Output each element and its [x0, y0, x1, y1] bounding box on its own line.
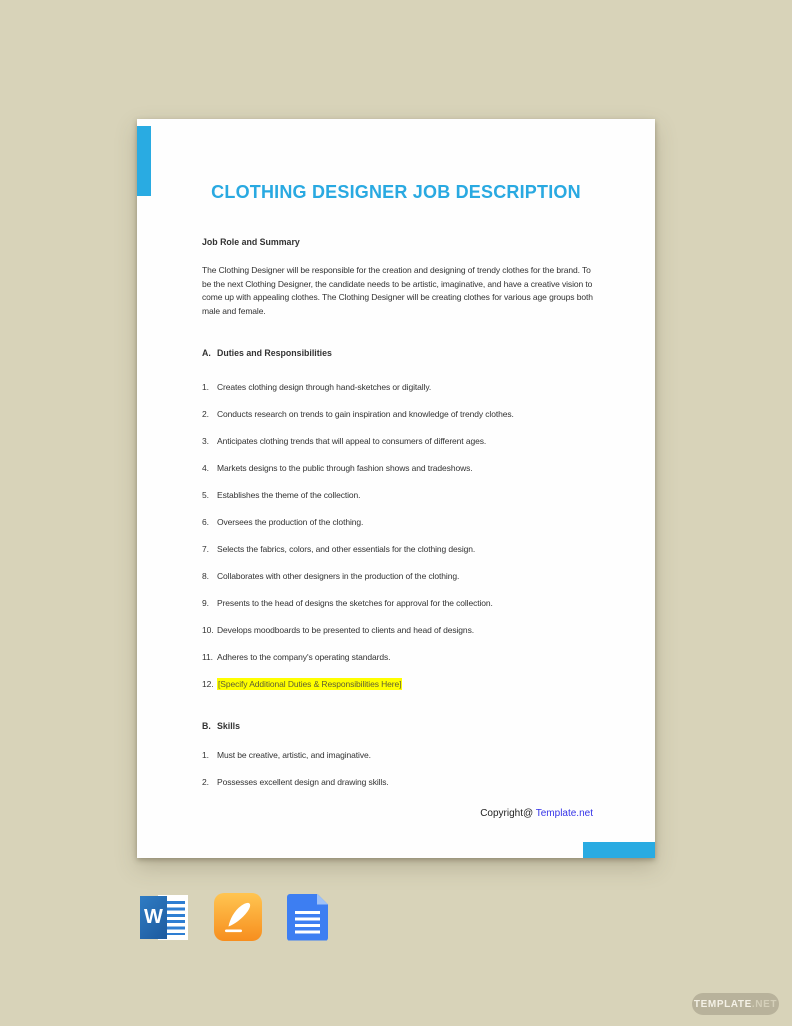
watermark-primary-text: TEMPLATE — [693, 998, 752, 1010]
summary-body: The Clothing Designer will be responsible for the creation and designing of trendy clothes for the brand. To be the next Clothing Designer, the candidate needs to be artistic, imaginative, and have a creative vision to come up with appealing clothes. The Clothing Designer will be creating clothes for various age groups both male and female. — [202, 265, 593, 316]
list-item-number: 4. — [202, 463, 209, 473]
list-item — [202, 570, 593, 582]
list-item-text: Oversees the production of the clothing. — [217, 517, 364, 527]
list-item-number: 1. — [202, 382, 209, 392]
list-item-text: Selects the fabrics, colors, and other essentials for the clothing design. — [217, 544, 476, 554]
list-item-number: 2. — [202, 409, 209, 419]
skills-list — [202, 749, 593, 803]
accent-bar-bottom-right — [583, 842, 655, 858]
skills-heading — [202, 720, 240, 732]
list-item-number: 5. — [202, 490, 209, 500]
list-item-text: Collaborates with other designers in the production of the clothing. — [217, 571, 460, 581]
list-item-number: 11. — [202, 652, 213, 662]
copyright-text: Copyright@ — [480, 808, 536, 819]
list-item-number: 7. — [202, 544, 209, 554]
watermark-secondary-text: .NET — [751, 998, 778, 1010]
list-item-number: 2. — [202, 777, 209, 787]
microsoft-word-icon[interactable] — [140, 893, 189, 942]
list-item-number: 6. — [202, 517, 209, 527]
list-item — [202, 408, 593, 420]
list-item — [202, 543, 593, 555]
skills-heading-label: Skills — [217, 721, 240, 731]
list-item-text: Anticipates clothing trends that will appeal to consumers of different ages. — [217, 436, 487, 446]
list-item-text: Establishes the theme of the collection. — [217, 490, 361, 500]
skills-section-label: B. — [202, 721, 211, 731]
list-item-number: 8. — [202, 571, 209, 581]
document-title: CLOTHING DESIGNER JOB DESCRIPTION — [211, 182, 581, 202]
list-item — [202, 749, 593, 761]
list-item — [202, 435, 593, 447]
duties-heading — [202, 347, 332, 359]
list-item — [202, 462, 593, 474]
list-item-text: Conducts research on trends to gain inspiration and knowledge of trendy clothes. — [217, 409, 514, 419]
docs-folded-corner — [317, 894, 328, 905]
copyright-line — [202, 808, 593, 819]
list-item — [202, 678, 593, 690]
docs-text-lines — [295, 911, 320, 934]
list-item — [202, 651, 593, 663]
list-item-number: 3. — [202, 436, 209, 446]
templatenet-watermark — [692, 993, 779, 1015]
list-item-number: 1. — [202, 750, 209, 760]
list-item — [202, 516, 593, 528]
list-item — [202, 597, 593, 609]
list-item-text: Possesses excellent design and drawing skills. — [217, 777, 389, 787]
list-item — [202, 489, 593, 501]
document-page — [137, 119, 655, 858]
list-item-text: Presents to the head of designs the sketches for approval for the collection. — [217, 598, 493, 608]
google-docs-icon[interactable] — [287, 894, 328, 941]
pages-pen-glyph — [214, 893, 262, 941]
format-icons-row — [140, 892, 328, 942]
list-item-text: Develops moodboards to be presented to clients and head of designs. — [217, 625, 474, 635]
list-item-text: Markets designs to the public through fashion shows and tradeshows. — [217, 463, 473, 473]
list-item — [202, 776, 593, 788]
list-item — [202, 381, 593, 393]
duties-list — [202, 381, 593, 705]
list-item-text: Creates clothing design through hand-sketches or digitally. — [217, 382, 432, 392]
list-item-number: 9. — [202, 598, 209, 608]
apple-pages-icon[interactable] — [214, 893, 262, 941]
list-item-number: 10. — [202, 625, 214, 635]
word-letter-block: W — [140, 896, 167, 939]
duties-section-label: A. — [202, 348, 211, 358]
copyright-link[interactable]: Template.net — [535, 808, 593, 819]
list-item-number: 12. — [202, 679, 214, 689]
list-item-placeholder-highlight: [Specify Additional Duties & Responsibilities Here] — [218, 679, 402, 689]
list-item — [202, 624, 593, 636]
list-item-text: Adheres to the company's operating standards. — [217, 652, 391, 662]
list-item-text: Must be creative, artistic, and imaginative. — [217, 750, 371, 760]
summary-heading: Job Role and Summary — [202, 237, 300, 247]
duties-heading-label: Duties and Responsibilities — [217, 348, 332, 358]
